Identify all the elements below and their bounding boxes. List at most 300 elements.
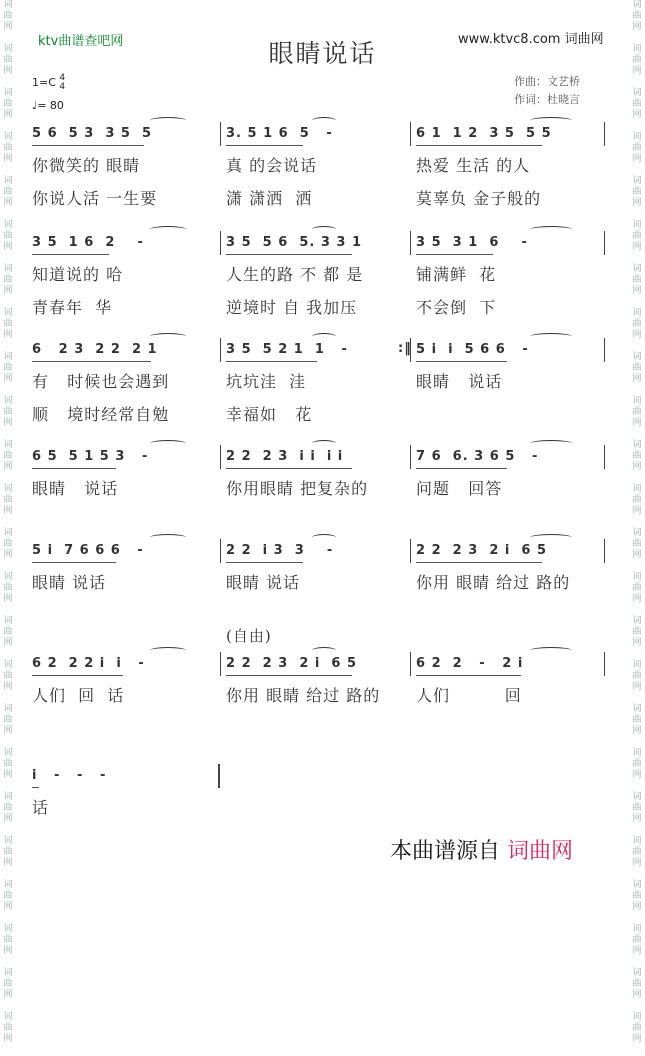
watermark-char: 网 [3, 506, 13, 516]
watermark-char: 网 [632, 682, 642, 692]
lyric-line-1: 你用 眼睛 给过 路的 [226, 686, 381, 705]
watermark-char: 曲 [3, 363, 13, 373]
left-watermark-strip [0, 0, 16, 1044]
note-measure: 6 2 2 2 i i - [32, 656, 145, 671]
watermark-gap [0, 649, 16, 660]
watermark-char: 曲 [632, 891, 642, 901]
slur-mark [150, 534, 186, 541]
watermark-gap [629, 913, 645, 924]
watermark-char: 词 [632, 0, 642, 10]
watermark-char: 网 [632, 66, 642, 76]
slur-mark [530, 117, 572, 124]
bar-line [410, 231, 411, 255]
lyric-line-1: 知道说的 哈 [32, 265, 124, 284]
watermark-char: 词 [632, 924, 642, 934]
beam-line [226, 468, 352, 469]
watermark-gap [629, 649, 645, 660]
watermark-char: 曲 [3, 539, 13, 549]
footer-site-link[interactable]: 词曲网 [507, 839, 574, 864]
watermark-char: 网 [632, 330, 642, 340]
slur-mark [150, 440, 186, 447]
beam-line [416, 675, 521, 676]
url-site-label: 词曲网 [564, 32, 604, 47]
watermark-char: 曲 [632, 495, 642, 505]
watermark-char: 网 [632, 990, 642, 1000]
note-measure: 6 1 1 2 3 5 5 5 [416, 126, 552, 141]
watermark-char: 词 [3, 264, 13, 274]
watermark-char: 词 [632, 836, 642, 846]
site-label[interactable]: ktv曲谱查吧网 [38, 34, 124, 49]
watermark-gap [629, 429, 645, 440]
bar-line [220, 445, 221, 469]
watermark-char: 词 [3, 484, 13, 494]
watermark-char: 词 [632, 176, 642, 186]
watermark-char: 词 [3, 88, 13, 98]
watermark-gap [0, 297, 16, 308]
watermark-char: 词 [3, 880, 13, 890]
beam-line [226, 254, 352, 255]
watermark-char: 网 [632, 198, 642, 208]
watermark-char: 曲 [632, 231, 642, 241]
watermark-char: 网 [3, 374, 13, 384]
bar-line [604, 652, 605, 676]
watermark-gap [629, 869, 645, 880]
slur-mark [312, 647, 336, 654]
watermark-char: 曲 [3, 451, 13, 461]
watermark-char: 曲 [632, 979, 642, 989]
watermark-char: 网 [632, 506, 642, 516]
watermark-char: 词 [632, 308, 642, 318]
watermark-char: 曲 [632, 935, 642, 945]
lyric-line-2: 青春年 华 [32, 298, 113, 317]
lyric-line-1: 真 的会说话 [226, 156, 318, 175]
tempo-mark: ♩= 80 [32, 99, 64, 112]
watermark-char: 词 [632, 572, 642, 582]
note-measure: 5 i i 5 6 6 - [416, 342, 529, 357]
lyric-line-1: 你用 眼睛 给过 路的 [416, 573, 571, 592]
watermark-char: 网 [632, 858, 642, 868]
note-measure: 3 5 3 1 6 - [416, 235, 528, 250]
watermark-char: 词 [3, 132, 13, 142]
watermark-char: 词 [3, 44, 13, 54]
slur-mark [150, 226, 186, 233]
note-measure: 3 5 5 2 1 1 - [226, 342, 348, 357]
watermark-gap [0, 737, 16, 748]
lyric-line-2: 你说人活 一生要 [32, 189, 158, 208]
watermark-char: 曲 [3, 187, 13, 197]
watermark-char: 曲 [632, 99, 642, 109]
watermark-char: 网 [3, 154, 13, 164]
beam-line [226, 675, 352, 676]
time-sig-top: 4 [59, 73, 66, 83]
lyric-line-2: 潇 潇洒 洒 [226, 189, 313, 208]
free-tempo-mark: (自由) [226, 627, 272, 645]
watermark-char: 网 [3, 902, 13, 912]
watermark-char: 网 [3, 814, 13, 824]
watermark-char: 词 [3, 308, 13, 318]
watermark-char: 词 [632, 484, 642, 494]
watermark-gap [629, 165, 645, 176]
bar-line [410, 122, 411, 146]
lyric-line-2: 逆境时 自 我加压 [226, 298, 358, 317]
watermark-char: 网 [3, 594, 13, 604]
watermark-char: 词 [632, 704, 642, 714]
watermark-char: 曲 [3, 759, 13, 769]
slur-mark [530, 647, 572, 654]
lyric-line-1: 人们 回 话 [32, 686, 125, 705]
watermark-gap [0, 1045, 16, 1056]
watermark-char: 网 [3, 330, 13, 340]
watermark-char: 词 [3, 220, 13, 230]
watermark-char: 网 [632, 22, 642, 32]
slur-mark [150, 647, 186, 654]
repeat-sign: :‖ [398, 341, 412, 356]
lyric-line-1: 有 时候也会遇到 [32, 372, 170, 391]
watermark-char: 词 [3, 0, 13, 10]
slur-mark [530, 333, 572, 340]
watermark-char: 词 [632, 264, 642, 274]
bar-line [220, 122, 221, 146]
watermark-gap [629, 297, 645, 308]
slur-mark [312, 333, 336, 340]
watermark-char: 曲 [3, 275, 13, 285]
site-url[interactable] [458, 28, 604, 47]
lyric-line-1: 眼睛 说话 [32, 479, 119, 498]
beam-line [416, 468, 507, 469]
key-label: 1=C [32, 76, 56, 89]
watermark-char: 词 [3, 792, 13, 802]
bar-line [604, 445, 605, 469]
composer-credit: 作曲：文艺桥 [514, 75, 580, 88]
watermark-char: 曲 [632, 759, 642, 769]
watermark-gap [629, 1001, 645, 1012]
watermark-char: 网 [632, 418, 642, 428]
watermark-char: 词 [632, 132, 642, 142]
bar-line [410, 652, 411, 676]
note-measure: 6 2 2 - 2 i [416, 656, 524, 671]
watermark-char: 词 [632, 220, 642, 230]
key-signature [32, 74, 65, 92]
watermark-gap [629, 209, 645, 220]
watermark-char: 词 [3, 528, 13, 538]
watermark-gap [0, 209, 16, 220]
note-measure: 3. 5 1 6 5 - [226, 126, 333, 141]
watermark-char: 曲 [632, 319, 642, 329]
watermark-char: 词 [3, 396, 13, 406]
watermark-char: 词 [3, 924, 13, 934]
watermark-gap [629, 781, 645, 792]
watermark-char: 曲 [632, 627, 642, 637]
watermark-char: 网 [3, 286, 13, 296]
watermark-char: 曲 [3, 847, 13, 857]
watermark-gap [0, 825, 16, 836]
beam-line [32, 254, 109, 255]
beam-line [32, 675, 123, 676]
watermark-gap [629, 605, 645, 616]
footer-prefix: 本曲谱源自 [390, 839, 501, 864]
watermark-char: 网 [632, 726, 642, 736]
watermark-char: 网 [3, 22, 13, 32]
watermark-gap [629, 473, 645, 484]
watermark-char: 词 [632, 880, 642, 890]
watermark-gap [629, 693, 645, 704]
watermark-char: 网 [632, 1034, 642, 1044]
page-title: 眼睛说话 [268, 39, 377, 68]
watermark-char: 曲 [632, 671, 642, 681]
watermark-char: 词 [632, 528, 642, 538]
watermark-char: 曲 [632, 11, 642, 21]
watermark-char: 网 [3, 110, 13, 120]
watermark-char: 词 [632, 1012, 642, 1022]
lyric-line-1: 话 [32, 798, 50, 817]
bar-line [220, 338, 221, 362]
watermark-gap [629, 517, 645, 528]
watermark-char: 曲 [3, 143, 13, 153]
note-measure: 2 2 2 3 2 i 6 5 [226, 656, 358, 671]
slur-mark [150, 333, 186, 340]
watermark-char: 词 [632, 88, 642, 98]
watermark-char: 网 [3, 550, 13, 560]
watermark-char: 曲 [3, 891, 13, 901]
watermark-char: 网 [3, 638, 13, 648]
bar-line [220, 652, 221, 676]
lyric-line-1: 坑坑洼 洼 [226, 372, 307, 391]
watermark-char: 网 [3, 990, 13, 1000]
watermark-char: 词 [3, 748, 13, 758]
watermark-char: 词 [632, 616, 642, 626]
watermark-char: 网 [3, 418, 13, 428]
watermark-gap [0, 121, 16, 132]
watermark-gap [0, 913, 16, 924]
watermark-char: 曲 [3, 55, 13, 65]
watermark-char: 词 [3, 572, 13, 582]
lyric-line-2: 不会倒 下 [416, 298, 497, 317]
watermark-char: 曲 [3, 495, 13, 505]
watermark-char: 曲 [632, 1023, 642, 1033]
watermark-char: 曲 [3, 715, 13, 725]
watermark-gap [0, 517, 16, 528]
watermark-char: 词 [3, 968, 13, 978]
watermark-gap [0, 385, 16, 396]
watermark-char: 曲 [3, 1023, 13, 1033]
watermark-char: 词 [632, 968, 642, 978]
watermark-char: 曲 [3, 319, 13, 329]
bar-line [220, 539, 221, 563]
watermark-char: 网 [632, 946, 642, 956]
url-text[interactable]: www.ktvc8.com [458, 32, 561, 47]
watermark-char: 曲 [3, 11, 13, 21]
watermark-gap [629, 77, 645, 88]
watermark-gap [0, 561, 16, 572]
watermark-char: 网 [3, 682, 13, 692]
watermark-char: 网 [3, 726, 13, 736]
lyric-line-1: 眼睛 说话 [32, 573, 107, 592]
watermark-gap [629, 341, 645, 352]
watermark-char: 网 [632, 286, 642, 296]
watermark-char: 词 [632, 792, 642, 802]
lyric-line-1: 你微笑的 眼睛 [32, 156, 141, 175]
watermark-char: 曲 [632, 803, 642, 813]
watermark-gap [0, 1001, 16, 1012]
note-measure: 3 5 1 6 2 - [32, 235, 144, 250]
slur-mark [530, 534, 572, 541]
note-measure: 2 2 2 3 2 i 6 5 [416, 543, 548, 558]
watermark-char: 曲 [632, 143, 642, 153]
watermark-char: 词 [3, 616, 13, 626]
note-measure: i - - - [32, 768, 107, 783]
watermark-char: 网 [3, 1034, 13, 1044]
watermark-gap [0, 429, 16, 440]
note-measure: 2 2 i 3 3 - [226, 543, 334, 558]
watermark-gap [629, 253, 645, 264]
lyric-line-1: 眼睛 说话 [416, 372, 503, 391]
watermark-char: 词 [3, 176, 13, 186]
watermark-char: 词 [632, 396, 642, 406]
bar-line [604, 539, 605, 563]
slur-mark [312, 117, 336, 124]
lyric-line-1: 眼睛 说话 [226, 573, 301, 592]
lyric-line-1: 你用眼睛 把复杂的 [226, 479, 369, 498]
watermark-char: 曲 [3, 407, 13, 417]
beam-line [32, 562, 116, 563]
watermark-char: 网 [632, 462, 642, 472]
watermark-gap [629, 737, 645, 748]
beam-line [32, 468, 116, 469]
watermark-char: 曲 [632, 539, 642, 549]
watermark-gap [629, 561, 645, 572]
watermark-char: 词 [632, 660, 642, 670]
watermark-char: 曲 [3, 583, 13, 593]
lyricist-credit: 作词：杜晓言 [514, 93, 580, 106]
watermark-char: 曲 [632, 363, 642, 373]
watermark-gap [0, 781, 16, 792]
bar-line [604, 338, 605, 362]
lyric-line-1: 铺满鲜 花 [416, 265, 497, 284]
lyric-line-2: 顺 境时经常自勉 [32, 405, 170, 424]
slur-mark [530, 226, 572, 233]
watermark-char: 网 [632, 594, 642, 604]
lyric-line-1: 问题 回答 [416, 479, 503, 498]
watermark-char: 词 [3, 1012, 13, 1022]
watermark-char: 词 [3, 660, 13, 670]
watermark-gap [629, 825, 645, 836]
watermark-char: 曲 [632, 55, 642, 65]
watermark-char: 曲 [3, 803, 13, 813]
watermark-gap [0, 165, 16, 176]
lyric-line-1: 热爱 生活 的人 [416, 156, 531, 175]
watermark-char: 网 [632, 154, 642, 164]
lyric-line-1: 人们 回 [416, 686, 522, 705]
note-measure: 5 i 7 6 6 6 - [32, 543, 144, 558]
bar-line [604, 231, 605, 255]
beam-line [416, 361, 507, 362]
lyric-line-1: 人生的路 不 都 是 [226, 265, 364, 284]
bar-line [410, 445, 411, 469]
slur-mark [312, 534, 336, 541]
watermark-char: 网 [3, 198, 13, 208]
beam-line [32, 361, 151, 362]
watermark-char: 网 [632, 770, 642, 780]
beam-line [32, 787, 39, 788]
note-measure: 2 2 2 3 i i i i [226, 449, 344, 464]
watermark-char: 网 [632, 550, 642, 560]
note-measure: 3 5 5 6 5. 3 3 1 [226, 235, 363, 250]
bar-line [410, 539, 411, 563]
watermark-gap [629, 385, 645, 396]
note-measure: 6 5 5 1 5 3 - [32, 449, 149, 464]
watermark-gap [0, 693, 16, 704]
beam-line [226, 562, 303, 563]
watermark-char: 曲 [3, 671, 13, 681]
beam-line [416, 145, 542, 146]
watermark-char: 曲 [632, 451, 642, 461]
slur-mark [530, 440, 572, 447]
watermark-gap [0, 869, 16, 880]
watermark-gap [0, 253, 16, 264]
watermark-char: 曲 [3, 231, 13, 241]
watermark-char: 词 [632, 44, 642, 54]
watermark-char: 曲 [632, 583, 642, 593]
note-measure: 5 6 5 3 3 5 5 [32, 126, 153, 141]
watermark-char: 曲 [632, 275, 642, 285]
watermark-char: 曲 [3, 935, 13, 945]
beam-line [226, 145, 303, 146]
watermark-char: 词 [3, 440, 13, 450]
bar-line [220, 231, 221, 255]
watermark-char: 网 [632, 814, 642, 824]
bar-line [604, 122, 605, 146]
watermark-char: 曲 [632, 847, 642, 857]
watermark-gap [629, 121, 645, 132]
slur-mark [312, 226, 336, 233]
beam-line [416, 562, 542, 563]
watermark-char: 曲 [3, 979, 13, 989]
slur-mark [150, 117, 186, 124]
watermark-char: 词 [3, 704, 13, 714]
watermark-char: 网 [3, 770, 13, 780]
watermark-char: 网 [632, 374, 642, 384]
watermark-char: 曲 [632, 715, 642, 725]
watermark-char: 词 [3, 836, 13, 846]
watermark-char: 网 [632, 638, 642, 648]
watermark-char: 网 [632, 902, 642, 912]
watermark-gap [629, 957, 645, 968]
slur-mark [312, 440, 336, 447]
watermark-char: 网 [3, 858, 13, 868]
watermark-char: 曲 [632, 187, 642, 197]
beam-line [226, 361, 317, 362]
note-measure: 6 2 3 2 2 2 1 [32, 342, 158, 357]
beam-line [416, 254, 493, 255]
bar-line [218, 764, 220, 788]
watermark-gap [629, 1045, 645, 1056]
note-measure: 7 6 6. 3 6 5 - [416, 449, 539, 464]
watermark-char: 曲 [632, 407, 642, 417]
source-footer [390, 834, 573, 865]
watermark-char: 曲 [3, 627, 13, 637]
watermark-char: 网 [632, 110, 642, 120]
lyric-line-2: 莫辜负 金子般的 [416, 189, 542, 208]
watermark-char: 词 [632, 748, 642, 758]
time-sig-bottom: 4 [59, 82, 66, 92]
right-watermark-strip [629, 0, 645, 1044]
watermark-char: 网 [3, 462, 13, 472]
watermark-gap [0, 473, 16, 484]
watermark-char: 词 [632, 440, 642, 450]
watermark-char: 曲 [3, 99, 13, 109]
lyric-line-2: 幸福如 花 [226, 405, 313, 424]
watermark-char: 词 [3, 352, 13, 362]
